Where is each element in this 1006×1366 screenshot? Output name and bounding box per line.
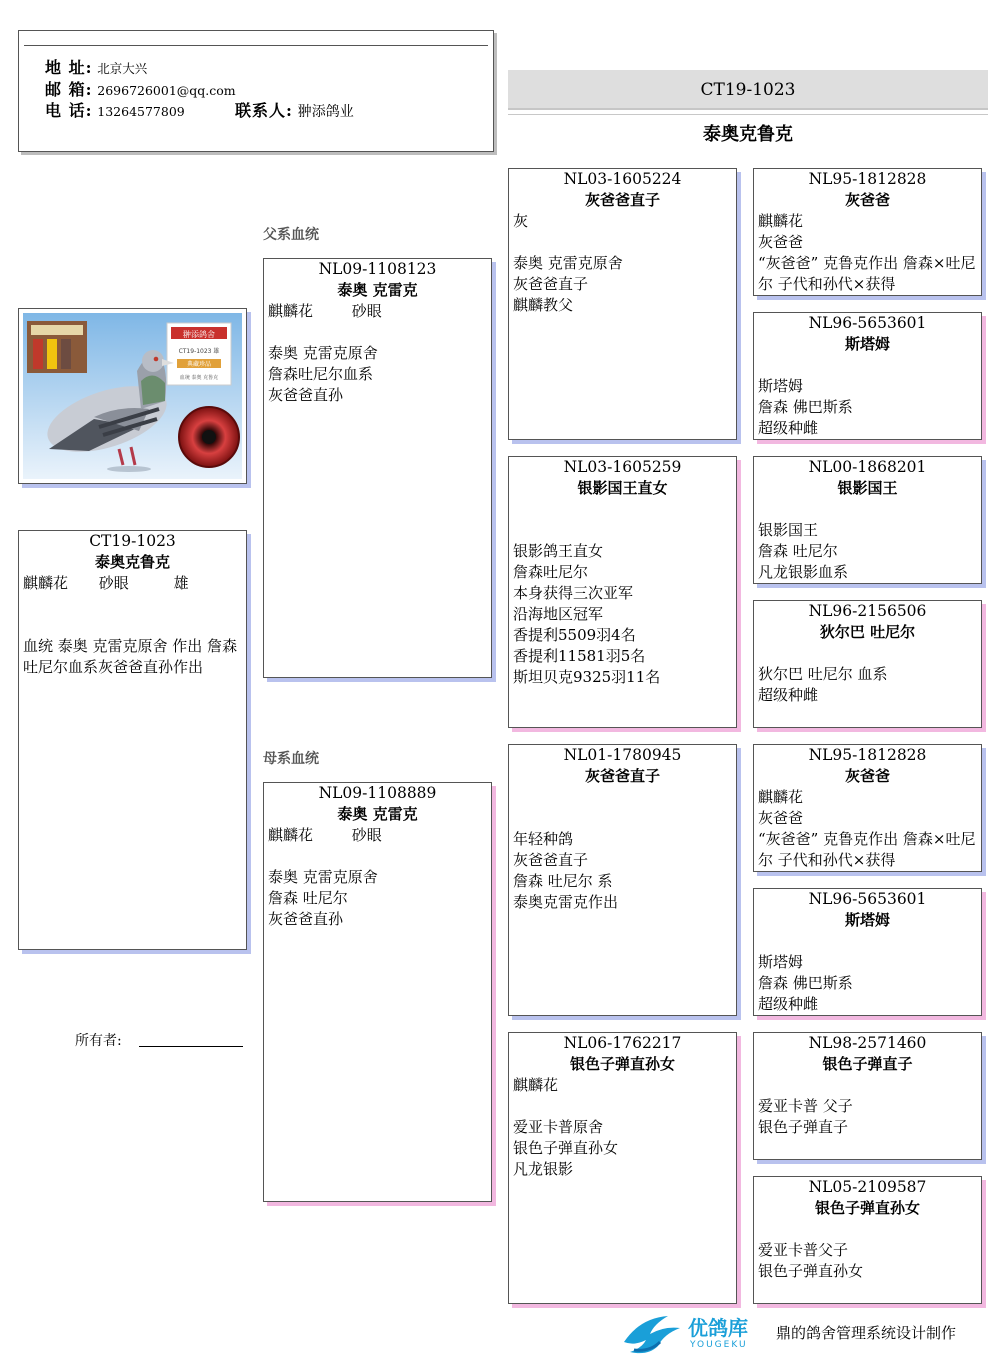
ggp-dsd-note: 斯塔姆 [758, 953, 804, 971]
ggp-sdd-ring: NL96-2156506 [808, 602, 927, 620]
ggp-dss-line: 麒麟花 [758, 788, 804, 806]
address-row [45, 55, 147, 78]
dam-card [263, 782, 492, 1202]
gp-dd-note: 银色子弹直孙女 [513, 1139, 619, 1157]
phone-value: 13264577809 [97, 104, 185, 119]
gp-dam-dam-card [508, 1032, 737, 1304]
ggp-ddd-name: 银色子弹直孙女 [814, 1199, 920, 1217]
dam-color: 麒麟花 [268, 826, 314, 844]
ggp-sds-note: 凡龙银影血系 [758, 563, 849, 581]
sire-card [263, 258, 492, 678]
sire-name: 泰奥 克雷克 [337, 281, 418, 299]
ggp-sdd-name: 狄尔巴 吐尼尔 [819, 623, 916, 641]
gp-ds-note: 泰奥克雷克作出 [513, 893, 619, 911]
gp-sire-sire-card [508, 168, 737, 440]
pigeon-photo [18, 308, 247, 484]
ggp-dsd-note: 詹森 佛巴斯系 [758, 974, 853, 992]
footer-brand-name: 优鸽库 [688, 1316, 748, 1340]
gp-ds-note: 詹森 吐尼尔 系 [513, 872, 613, 890]
ggp-dss-note: “灰爸爸” 克鲁克作出 詹森×吐尼尔 子代和孙代×获得 [758, 830, 976, 869]
contact-value: 翀添鸽业 [297, 104, 354, 120]
ggp-sds-ring: NL00-1868201 [808, 458, 927, 476]
title-ring: CT19-1023 [700, 80, 796, 100]
ggp-dss-card [753, 744, 982, 872]
owner-label: 所有者: [75, 1033, 122, 1049]
sire-color: 麒麟花 [268, 302, 314, 320]
owner-signature-line [139, 1046, 243, 1047]
gp-ss-note: 泰奥 克雷克原舍 [513, 254, 623, 272]
sire-attributes [268, 301, 487, 322]
title-ring-bar [508, 70, 988, 110]
gp-sd-ring: NL03-1605259 [563, 458, 682, 476]
ggp-dds-card [753, 1032, 982, 1160]
gp-ss-note: 麒麟教父 [513, 296, 574, 314]
ggp-ddd-card [753, 1176, 982, 1304]
sire-note: 灰爸爸直孙 [268, 386, 344, 404]
gp-ss-ring: NL03-1605224 [563, 170, 682, 188]
gp-sd-note: 本身获得三次亚军 [513, 584, 634, 602]
gp-sd-note: 詹森吐尼尔 [513, 563, 589, 581]
ggp-ddd-note: 爱亚卡普父子 [758, 1241, 849, 1259]
ggp-dsd-ring: NL96-5653601 [808, 890, 927, 908]
dam-eye: 砂眼 [351, 826, 382, 844]
photo-ring-text: CT19-1023 雄 [178, 348, 220, 355]
subject-color: 麒麟花 [23, 574, 69, 592]
ggp-ddd-ring: NL05-2109587 [808, 1178, 927, 1196]
ggp-dds-note: 爱亚卡普 父子 [758, 1097, 853, 1115]
sire-section-label: 父系血统 [263, 227, 319, 243]
ggp-ssd-card [753, 312, 982, 440]
ggp-sss-line: 麒麟花 [758, 212, 804, 230]
ggp-ddd-note: 银色子弹直孙女 [758, 1262, 864, 1280]
footer-brand [620, 1310, 1000, 1360]
gp-sd-note: 沿海地区冠军 [513, 605, 604, 623]
phone-row [45, 98, 185, 121]
subject-sex: 雄 [173, 574, 189, 592]
title-rule [508, 114, 988, 115]
contact-row [235, 98, 354, 121]
ggp-sss-note: “灰爸爸” 克鲁克作出 詹森×吐尼尔 子代和孙代×获得 [758, 254, 976, 293]
gp-dd-color: 麒麟花 [513, 1076, 559, 1094]
gp-sd-note: 斯坦贝克9325羽11名 [513, 668, 661, 686]
photo-caption1: 典藏珍品 [186, 361, 212, 368]
gp-sd-note: 香提利5509羽4名 [513, 626, 636, 644]
ggp-sds-card [753, 456, 982, 584]
ggp-dsd-card [753, 888, 982, 1016]
subject-eye: 砂眼 [98, 574, 129, 592]
gp-sd-name: 银影国王直女 [577, 479, 668, 497]
ggp-ssd-name: 斯塔姆 [844, 335, 890, 353]
subject-ring: CT19-1023 [89, 532, 176, 550]
contact-label: 联系人: [235, 101, 293, 120]
gp-dd-name: 银色子弹直孙女 [569, 1055, 675, 1073]
sire-ring: NL09-1108123 [318, 260, 437, 278]
yougeku-logo-icon [620, 1312, 686, 1356]
gp-ds-name: 灰爸爸直子 [584, 767, 660, 785]
gp-dd-note: 爱亚卡普原舍 [513, 1118, 604, 1136]
dam-section-label: 母系血统 [263, 751, 319, 767]
gp-ds-ring: NL01-1780945 [563, 746, 682, 764]
ggp-sdd-note: 狄尔巴 吐尼尔 血系 [758, 665, 888, 683]
subject-card [18, 530, 247, 950]
photo-caption2: 血统 泰奥 克鲁克 [179, 375, 219, 381]
ggp-dsd-note: 超级种雌 [758, 995, 819, 1013]
subject-name: 泰奥克鲁克 [94, 553, 170, 571]
dam-note: 詹森 吐尼尔 [268, 889, 348, 907]
phone-label: 电 话: [45, 101, 93, 120]
sire-eye: 砂眼 [351, 302, 382, 320]
ggp-dds-ring: NL98-2571460 [808, 1034, 927, 1052]
ggp-dsd-name: 斯塔姆 [844, 911, 890, 929]
subject-attributes [23, 573, 242, 594]
footer-credit: 鼎的鸽舍管理系统设计制作 [776, 1324, 957, 1342]
gp-ss-name: 灰爸爸直子 [584, 191, 660, 209]
dam-note: 泰奥 克雷克原舍 [268, 868, 378, 886]
sire-note: 泰奥 克雷克原舍 [268, 344, 378, 362]
email-value: 2696726001@qq.com [97, 83, 236, 98]
ggp-dss-ring: NL95-1812828 [808, 746, 927, 764]
pigeon-illustration [19, 309, 246, 483]
dam-note: 灰爸爸直孙 [268, 910, 344, 928]
ggp-sss-card [753, 168, 982, 296]
gp-sd-note: 香提利11581羽5名 [513, 647, 646, 665]
sire-note: 詹森吐尼尔血系 [268, 365, 374, 383]
gp-ds-note: 灰爸爸直子 [513, 851, 589, 869]
ggp-sds-note: 银影国王 [758, 521, 819, 539]
gp-dd-ring: NL06-1762217 [563, 1034, 682, 1052]
ggp-sss-name: 灰爸爸 [844, 191, 890, 209]
ggp-ssd-note: 詹森 佛巴斯系 [758, 398, 853, 416]
address-label: 地 址: [45, 58, 93, 77]
gp-ds-note: 年轻种鸽 [513, 830, 574, 848]
email-label: 邮 箱: [45, 80, 93, 99]
ggp-sdd-card [753, 600, 982, 728]
ggp-sdd-note: 超级种雌 [758, 686, 819, 704]
gp-sd-note: 银影鸽王直女 [513, 542, 604, 560]
gp-dam-sire-card [508, 744, 737, 1016]
footer-brand-en: YOUGEKU [690, 1340, 748, 1350]
gp-dd-note: 凡龙银影 [513, 1160, 574, 1178]
ggp-ssd-note: 斯塔姆 [758, 377, 804, 395]
ggp-sds-name: 银影国王 [837, 479, 898, 497]
dam-attributes [268, 825, 487, 846]
gp-ss-note: 灰爸爸直子 [513, 275, 589, 293]
ggp-dss-name: 灰爸爸 [844, 767, 890, 785]
ggp-ssd-ring: NL96-5653601 [808, 314, 927, 332]
address-value: 北京大兴 [97, 61, 148, 76]
gp-ss-color: 灰 [513, 212, 529, 230]
ggp-dds-name: 银色子弹直子 [822, 1055, 913, 1073]
ggp-sss-ring: NL95-1812828 [808, 170, 927, 188]
subject-description: 血统 泰奥 克雷克原舍 作出 詹森吐尼尔血系灰爸爸直孙作出 [23, 637, 238, 676]
dam-ring: NL09-1108889 [318, 784, 437, 802]
email-row [45, 77, 236, 100]
contact-header [18, 30, 494, 152]
ggp-sss-line: 灰爸爸 [758, 233, 804, 251]
ggp-ssd-note: 超级种雌 [758, 419, 819, 437]
ggp-dds-note: 银色子弹直子 [758, 1118, 849, 1136]
title-name: 泰奥克鲁克 [703, 124, 793, 145]
photo-banner-text: 翀添鸽舍 [183, 330, 215, 339]
gp-sire-dam-card [508, 456, 737, 728]
header-rule [24, 45, 488, 46]
ggp-dss-line: 灰爸爸 [758, 809, 804, 827]
dam-name: 泰奥 克雷克 [337, 805, 418, 823]
ggp-sds-note: 詹森 吐尼尔 [758, 542, 838, 560]
